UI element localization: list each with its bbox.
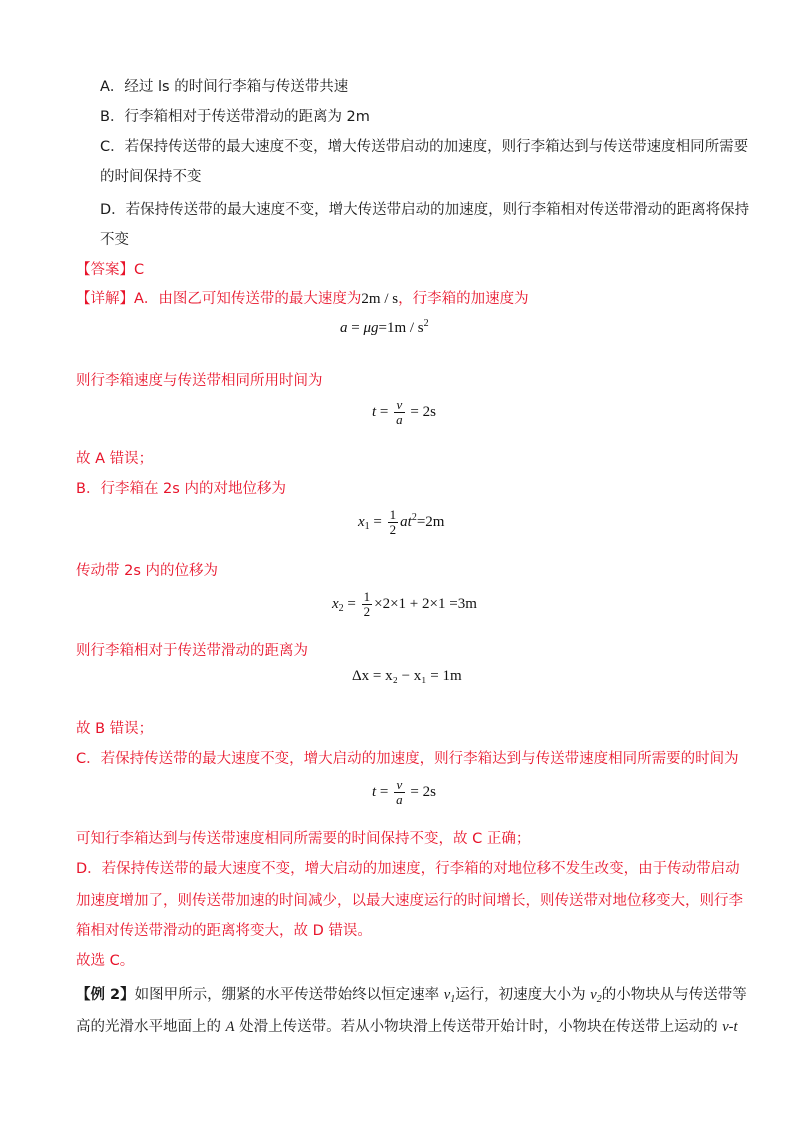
formula-t-den: a bbox=[396, 412, 403, 427]
formula-a-exp: 2 bbox=[423, 318, 429, 329]
formula-x2-den: 2 bbox=[363, 604, 371, 619]
formula-a-mid: μg bbox=[363, 320, 379, 336]
formula-x1-rhs: =2m bbox=[416, 513, 445, 530]
example2-line2 bbox=[76, 1016, 737, 1038]
formula-x2-sub: 2 bbox=[338, 602, 344, 614]
example2-v2: v bbox=[590, 987, 597, 1003]
formula-x2: $x_2$ = $\frac{1}{2}$ ×2×1 + 2×1 =3m bbox=[332, 589, 477, 619]
formula-x1-body: at bbox=[400, 513, 412, 530]
line-belt: 传动带 2s 内的位移为 bbox=[76, 563, 218, 579]
formula-x1: $x_1$ = $\frac{1}{2}$ $at^2=2m$ bbox=[358, 507, 445, 537]
line-relative: 则行李箱相对于传送带滑动的距离为 bbox=[76, 643, 308, 659]
formula-a-lhs: a bbox=[340, 320, 348, 336]
answer-label: 【答案】C bbox=[76, 262, 145, 278]
formula-delta-x: Δx = x₂ − x₁ = 1m bbox=[352, 668, 462, 684]
formula-x1-num: 1 bbox=[389, 507, 397, 522]
formula-t-num: v bbox=[396, 397, 403, 412]
formula-x2-lhs: x bbox=[332, 595, 339, 612]
example2-label: 【例 2】 bbox=[76, 987, 135, 1003]
conclusion-c: 可知行李箱达到与传送带速度相同所需要的时间保持不变，故 C 正确； bbox=[76, 831, 531, 847]
formula-time: t = $\frac{v}{a}$ = 2s bbox=[372, 397, 436, 427]
explanation-d-line3: 箱相对传送带滑动的距离将变大，故 D 错误。 bbox=[76, 923, 372, 939]
option-c-line1: C．若保持传送带的最大速度不变，增大传送带启动的加速度，则行李箱达到与传送带速度相同所需要 bbox=[100, 139, 749, 155]
formula-t-rhs: = 2s bbox=[410, 403, 436, 420]
example2-point: A bbox=[225, 1019, 235, 1035]
formula-t-fraction bbox=[394, 398, 405, 427]
line-b: B．行李箱在 2s 内的对地位移为 bbox=[76, 481, 286, 497]
formula-x2-rest: ×2×1 + 2×1 =3m bbox=[374, 595, 477, 612]
explanation-d-line2: 加速度增加了，则传送带加速的时间减少，以最大速度运行的时间增长，则传送带对地位移变大，则行李 bbox=[76, 893, 743, 909]
formula-a-rhs: =1m / s bbox=[378, 320, 424, 336]
formula-t-lhs: t bbox=[372, 403, 377, 420]
explanation-d-line1: D．若保持传送带的最大速度不变，增大启动的加速度，行李箱的对地位移不发生改变，由于传动带启动 bbox=[76, 861, 740, 877]
example2-v1: v bbox=[443, 987, 451, 1003]
formula-time-2: t = $\frac{v}{a}$ = 2s bbox=[372, 777, 436, 807]
formula-x1-exp: 2 bbox=[411, 511, 417, 523]
option-a: A．经过 ls 的时间行李箱与传送带共速 bbox=[100, 79, 349, 95]
option-c-line2: 的时间保持不变 bbox=[100, 169, 202, 185]
formula-t2-lhs: t bbox=[372, 783, 377, 800]
formula-x1-fraction bbox=[388, 508, 399, 537]
example2-line1 bbox=[76, 984, 747, 1011]
example2-v1-sub: 1 bbox=[450, 994, 456, 1005]
line-c: C．若保持传送带的最大速度不变，增大启动的加速度，则行李箱达到与传送带速度相同所需要的时间为 bbox=[76, 751, 739, 767]
example2-line2-a: 高的光滑水平地面上的 bbox=[76, 1019, 226, 1035]
explanation-intro bbox=[76, 288, 529, 310]
example2-line2-b: 处滑上传送带。若从小物块滑上传送带开始计时，小物块在传送带上运动的 bbox=[234, 1019, 723, 1035]
example2-v2-sub: 2 bbox=[596, 994, 602, 1005]
formula-acceleration: $a = \mu g=1m / s^2$ bbox=[340, 318, 429, 336]
option-d-line1: D．若保持传送带的最大速度不变，增大传送带启动的加速度，则行李箱相对传送带滑动的距离将保持 bbox=[100, 202, 750, 218]
formula-x1-den: 2 bbox=[389, 522, 397, 537]
max-speed-value: 2m / s bbox=[361, 291, 399, 307]
formula-x2-fraction bbox=[362, 590, 373, 619]
formula-x2-num: 1 bbox=[363, 589, 371, 604]
conclusion-b: 故 B 错误； bbox=[76, 721, 154, 737]
formula-t2-rhs: = 2s bbox=[410, 783, 436, 800]
line-time: 则行李箱速度与传送带相同所用时间为 bbox=[76, 373, 323, 389]
option-d-line2: 不变 bbox=[100, 232, 129, 248]
explanation-intro-suffix: ，行李箱的加速度为 bbox=[398, 291, 529, 307]
formula-t2-num: v bbox=[396, 777, 403, 792]
formula-t2-fraction bbox=[394, 778, 405, 807]
final-choice: 故选 C。 bbox=[76, 953, 135, 969]
formula-t2-den: a bbox=[396, 792, 403, 807]
conclusion-a: 故 A 错误； bbox=[76, 451, 154, 467]
example2-vt: v-t bbox=[722, 1019, 738, 1035]
formula-x1-sub: 1 bbox=[364, 520, 370, 532]
option-b: B．行李箱相对于传送带滑动的距离为 2m bbox=[100, 109, 370, 125]
example2-line1-a: 如图甲所示，绷紧的水平传送带始终以恒定速率 bbox=[134, 987, 444, 1003]
example2-line1-b: 运行，初速度大小为 bbox=[455, 987, 591, 1003]
example2-line1-c: 的小物块从与传送带等 bbox=[601, 987, 747, 1003]
formula-x1-lhs: x bbox=[358, 513, 365, 530]
explanation-intro-prefix: 【详解】A．由图乙可知传送带的最大速度为 bbox=[76, 291, 362, 307]
